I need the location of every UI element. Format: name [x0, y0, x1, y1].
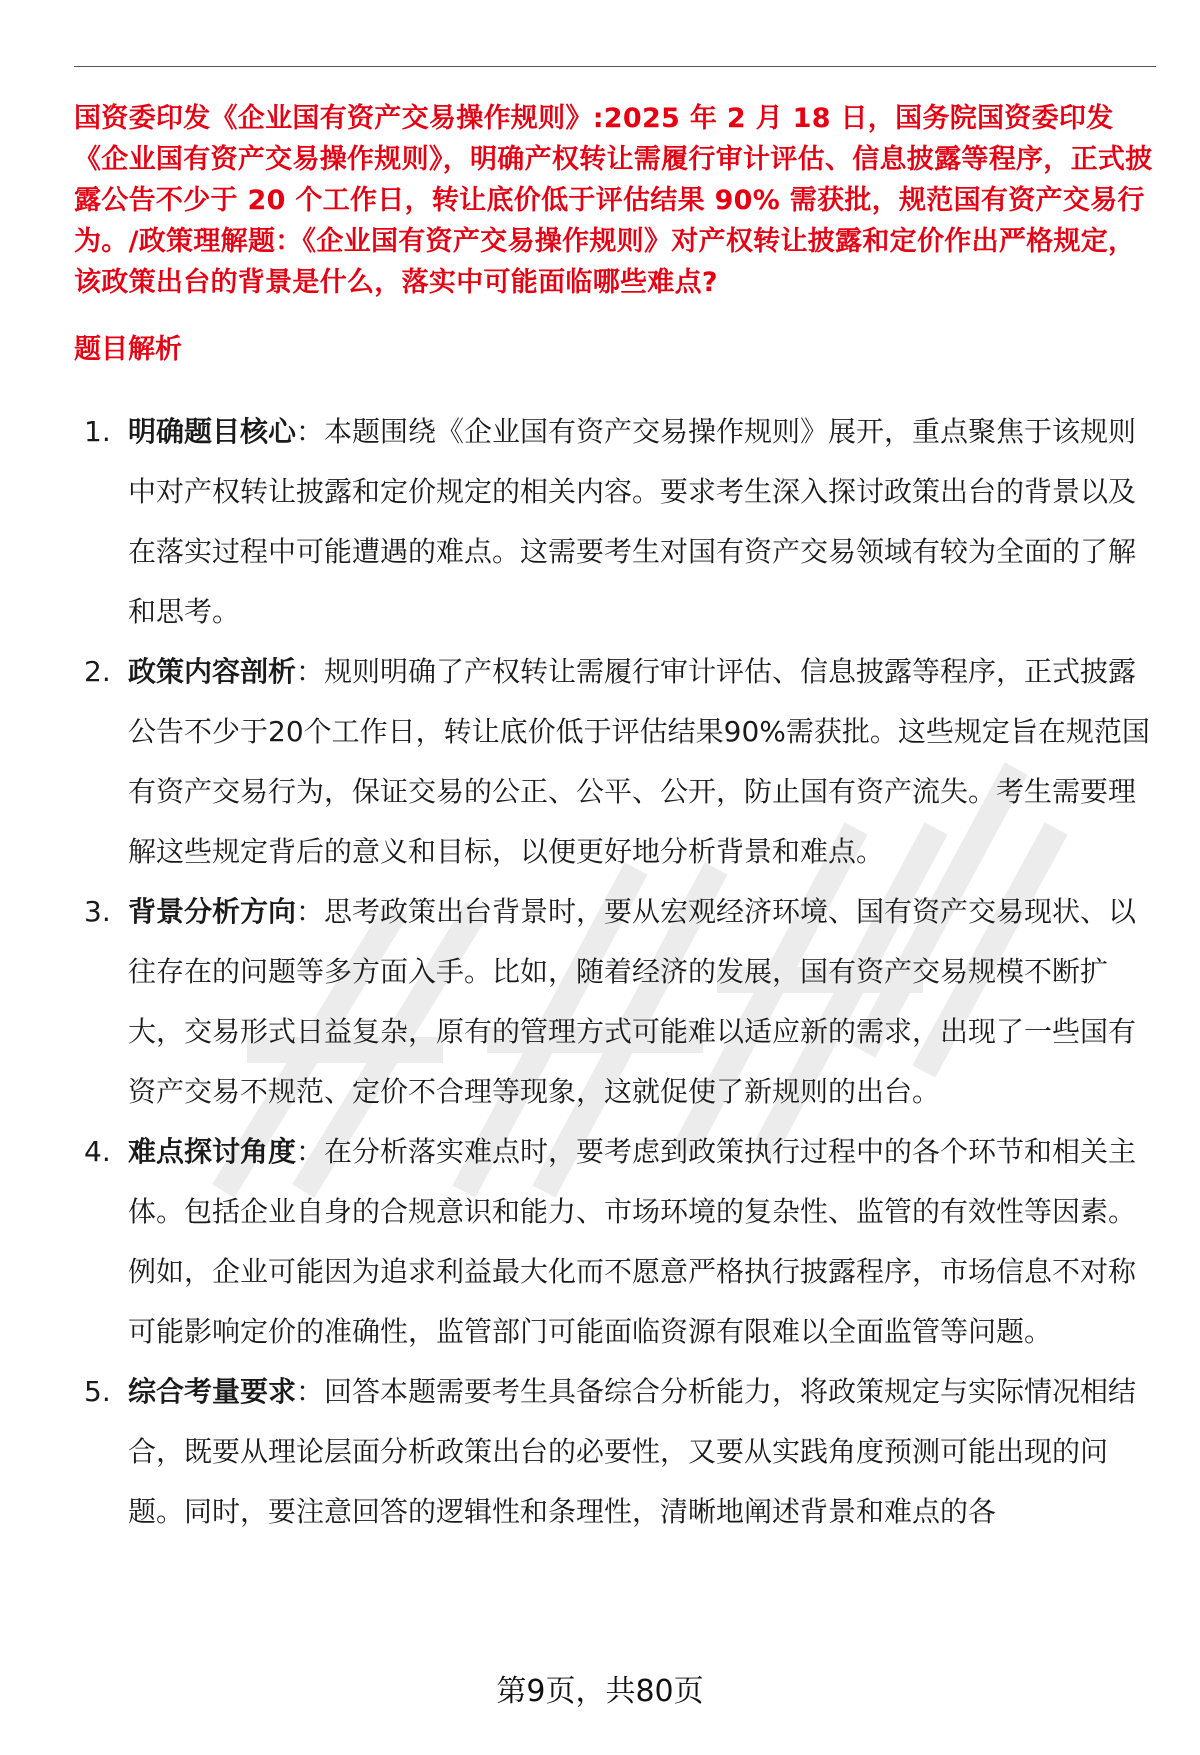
header-rule	[74, 66, 1156, 67]
item-separator: ：	[296, 1135, 325, 1168]
item-text: 回答本题需要考生具备综合分析能力，将政策规定与实际情况相结合，既要从理论层面分析政策出台的必要性，又要从实践角度预测可能出现的问题。同时，要注意回答的逻辑性和条理性，清晰地阐述背景和难点的各	[128, 1375, 1137, 1528]
section-title: 题目解析	[74, 334, 182, 365]
list-item	[74, 1362, 1156, 1542]
item-text: 思考政策出台背景时，要从宏观经济环境、国有资产交易现状、以往存在的问题等多方面入手。比如，随着经济的发展，国有资产交易规模不断扩大，交易形式日益复杂，原有的管理方式可能难以适应新的需求，出现了一些国有资产交易不规范、定价不合理等现象，这就促使了新规则的出台。	[128, 895, 1137, 1108]
list-item	[74, 642, 1156, 882]
analysis-list	[74, 402, 1156, 1542]
item-heading: 难点探讨角度	[128, 1135, 297, 1168]
page-number-footer: 第9页，共80页	[496, 1674, 704, 1709]
item-heading: 明确题目核心	[128, 415, 297, 448]
item-text: 规则明确了产权转让需履行审计评估、信息披露等程序，正式披露公告不少于20个工作日，转让底价低于评估结果90%需获批。这些规定旨在规范国有资产交易行为，保证交易的公正、公平、公开，防止国有资产流失。考生需要理解这些规定背后的意义和目标，以便更好地分析背景和难点。	[128, 655, 1150, 868]
list-item	[74, 882, 1156, 1122]
item-number: 2.	[84, 655, 111, 688]
item-text: 本题围绕《企业国有资产交易操作规则》展开，重点聚焦于该规则中对产权转让披露和定价规定的相关内容。要求考生深入探讨政策出台的背景以及在落实过程中可能遭遇的难点。这需要考生对国有资产交易领域有较为全面的了解和思考。	[128, 415, 1137, 628]
item-heading: 政策内容剖析	[128, 655, 297, 688]
item-number: 3.	[84, 895, 111, 928]
item-separator: ：	[296, 1375, 325, 1408]
item-heading: 综合考量要求	[128, 1375, 297, 1408]
item-separator: ：	[296, 655, 325, 688]
item-number: 1.	[84, 415, 111, 448]
item-separator: ：	[296, 895, 325, 928]
item-heading: 背景分析方向	[128, 895, 297, 928]
question-headline: 国资委印发《企业国有资产交易操作规则》:2025 年 2 月 18 日，国务院国资委印发《企业国有资产交易操作规则》，明确产权转让需履行审计评估、信息披露等程序，正式披露公告不少于 20 个工作日，转让底价低于评估结果 90% 需获批，规范国有资产交易行为。/政策理解题：《企业国有资产交易操作规则》对产权转让披露和定价作出严格规定，该政策出台的背景是什么，落实中可能面临哪些难点?	[74, 103, 1153, 298]
item-separator: ：	[296, 415, 325, 448]
item-number: 4.	[84, 1135, 111, 1168]
list-item	[74, 1122, 1156, 1362]
item-text: 在分析落实难点时，要考虑到政策执行过程中的各个环节和相关主体。包括企业自身的合规意识和能力、市场环境的复杂性、监管的有效性等因素。例如，企业可能因为追求利益最大化而不愿意严格执行披露程序，市场信息不对称可能影响定价的准确性，监管部门可能面临资源有限难以全面监管等问题。	[128, 1135, 1137, 1348]
item-number: 5.	[84, 1375, 111, 1408]
list-item	[74, 402, 1156, 642]
